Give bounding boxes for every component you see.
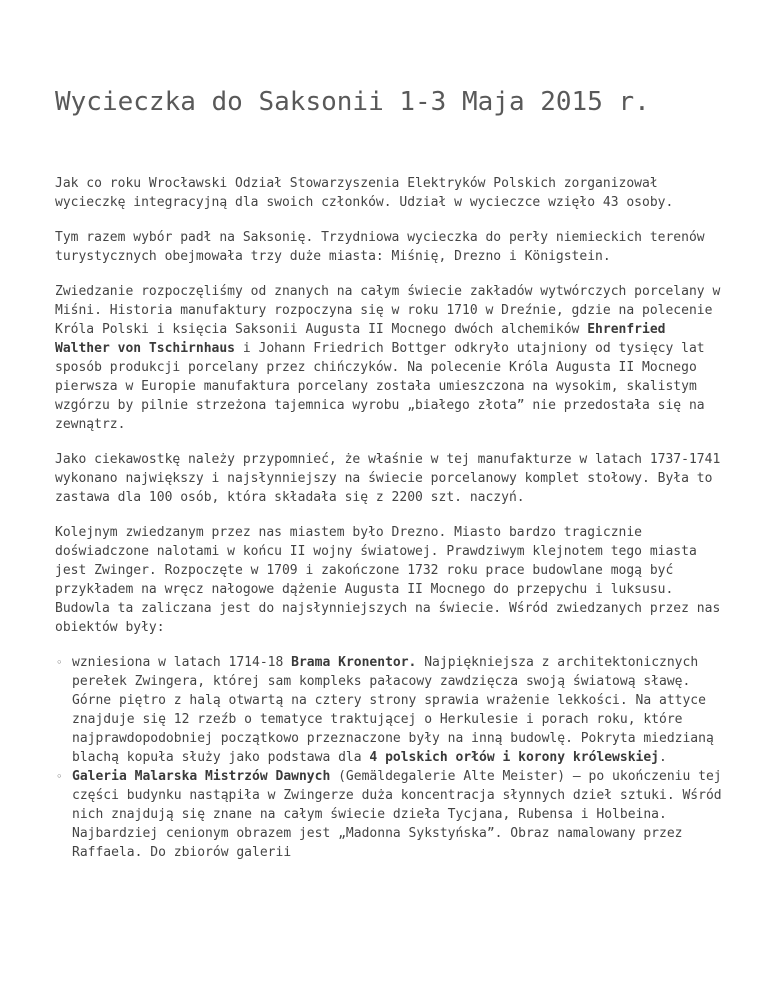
paragraph-dresden: Kolejnym zwiedzanym przez nas miastem było Drezno. Miasto bardzo tragicznie doświadczone nalotami w końcu II wojny światowej. Prawdziwym klejnotem tego miasta jest Zwinger. Rozpoczęte w 1709 i zakończone 1732 roku prace budowlane mogą być przykładem na wręcz nałogowe dążenie Augusta II Mocnego do przepychu i luksusu. Budowla ta zaliczana jest do najsłynniejszych na świecie. Wśród zwiedzanych przez nas obiektów były: [55, 525, 721, 635]
bold-term: 4 polskich orłów i korony królewskiej [369, 750, 660, 765]
paragraph-intro: Jak co roku Wrocławski Odział Stowarzyszenia Elektryków Polskich zorganizował wycieczkę integracyjną dla swoich członków. Udział w wycieczce wzięło 43 osoby. [55, 176, 674, 210]
paragraph-destination: Tym razem wybór padł na Saksonię. Trzydniowa wycieczka do perły niemieckich terenów turystycznych obejmowała trzy duże miasta: Miśnię, Drezno i Königstein. [55, 230, 705, 264]
bullet-circle-icon: ◦ [56, 770, 63, 783]
text-run: i Johann Friedrich Bottger odkryło utajniony od tysięcy lat sposób produkcji porcelany przez chińczyków. Na polecenie Króla Augusta II Mocnego pierwsza w Europie manufaktura porcelany została umieszczona na wysokim, skalistym wzgórzu by pilnie strzeżona tajemnica wyrobu „białego złota” nie przedostała się na zewnątrz. [55, 341, 705, 432]
paragraph-meissen [55, 282, 728, 434]
paragraph-curiosity: Jako ciekawostkę należy przypomnieć, że właśnie w tej manufakturze w latach 1737-1741 wykonano największy i najsłynniejszy na świecie porcelanowy komplet stołowy. Była to zastawa dla 100 osób, która składała się z 2200 szt. naczyń. [55, 452, 721, 505]
text-run: . [659, 750, 667, 765]
bullet-circle-icon: ◦ [56, 656, 63, 669]
text-run: Zwiedzanie rozpoczęliśmy od znanych na całym świecie zakładów wytwórczych porcelany w Miśni. Historia manufaktury rozpoczyna się w roku 1710 w Dreźnie, gdzie na polecenie Króla Polski i księcia Saksonii Augusta II Mocnego dwóch alchemików [55, 284, 721, 337]
text-run: wzniesiona w latach 1714-18 [72, 655, 292, 670]
bold-term: Brama Kronentor. [291, 655, 417, 670]
text-run: (Gemäldegalerie Alte Meister) – po ukończeniu tej części budynku nastąpiła w Zwingerze duża koncentracja słynnych dzieł sztuki. Wśród nich znajdują się znane na całym świecie dzieła Tycjana, Rubensa i Holbeina. Najbardziej cenionym obrazem jest „Madonna Sykstyńska”. Obraz namalowany przez Raffaela. Do zbiorów galerii [72, 769, 722, 860]
text-run: Najpiękniejsza z architektonicznych perełek Zwingera, której sam kompleks pałacowy zawdzięcza swoją światową sławę. Górne piętro z halą otwartą na cztery strony sprawia wrażenie lekkości. Na attyce znajduje się 12 rzeźb o tematyce traktującej o Herkulesie i porach roku, które najprawdopodobniej początkowo przeznaczone były na inną budowlę. Pokryta miedzianą blachą kopuła służy jako podstawa dla [72, 655, 714, 765]
list-item [55, 653, 728, 767]
page-title: Wycieczka do Saksonii 1-3 Maja 2015 r. [55, 87, 650, 117]
bold-name: Ehrenfried Walther von Tschirnhaus [55, 322, 666, 356]
list-item [55, 767, 728, 862]
bold-term: Galeria Malarska Mistrzów Dawnych [72, 769, 331, 784]
attractions-list [55, 653, 728, 862]
